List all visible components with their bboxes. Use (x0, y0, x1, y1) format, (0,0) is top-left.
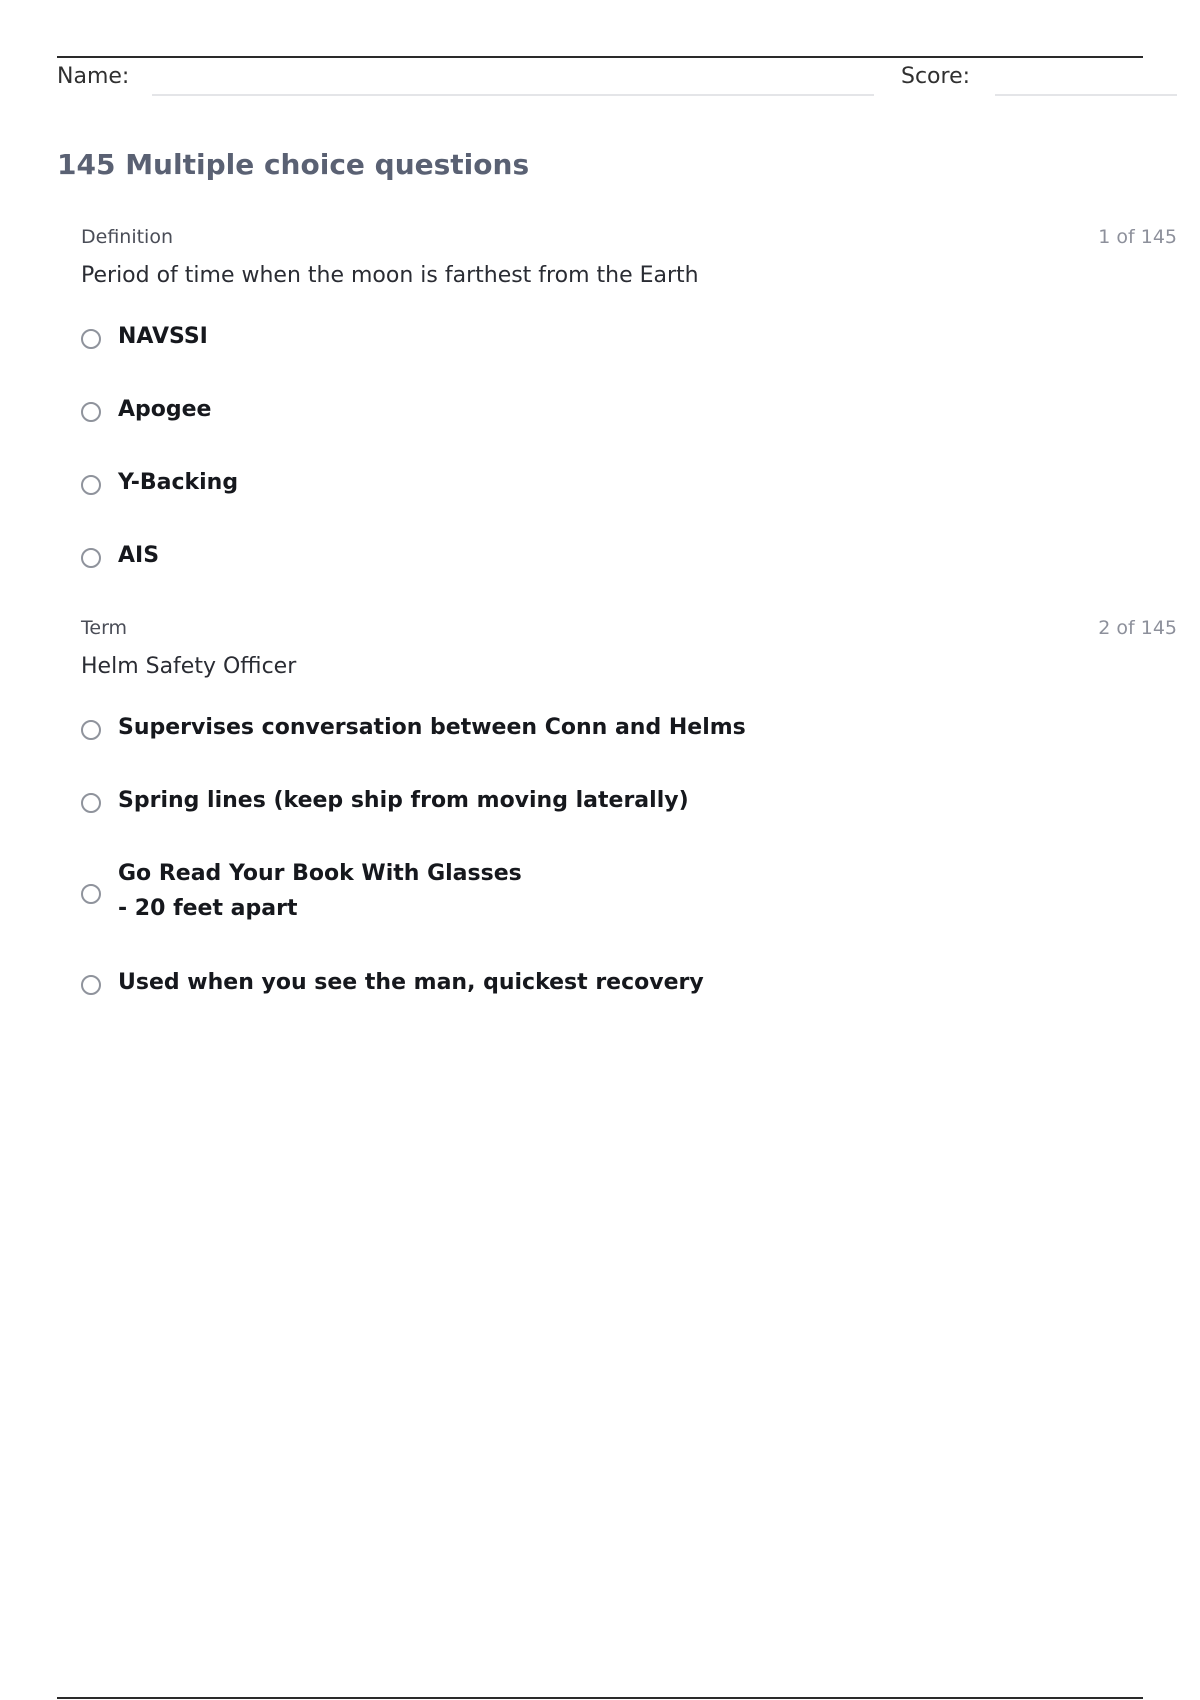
bottom-rule (57, 1697, 1143, 1699)
radio-button[interactable] (81, 548, 101, 568)
answer-option-label: NAVSSI (118, 324, 208, 349)
answer-option-label: Used when you see the man, quickest recovery (118, 970, 704, 995)
radio-button[interactable] (81, 475, 101, 495)
page-title: 145 Multiple choice questions (57, 148, 530, 181)
radio-button[interactable] (81, 720, 101, 740)
answer-option-label: AIS (118, 543, 160, 568)
radio-button[interactable] (81, 793, 101, 813)
question-type: Term (81, 617, 128, 639)
worksheet-header (57, 62, 1177, 102)
question-counter: 1 of 145 (1098, 226, 1177, 248)
answer-option-line-1: Go Read Your Book With Glasses (118, 861, 522, 886)
answer-option-label (118, 861, 522, 921)
question-prompt: Helm Safety Officer (81, 654, 297, 679)
name-field[interactable] (152, 94, 874, 96)
question-prompt: Period of time when the moon is farthest from the Earth (81, 263, 699, 288)
score-field[interactable] (995, 94, 1177, 96)
answer-option-line-2: - 20 feet apart (118, 896, 298, 921)
radio-button[interactable] (81, 329, 101, 349)
question-type: Definition (81, 226, 174, 248)
radio-button[interactable] (81, 402, 101, 422)
answer-option-label: Y-Backing (118, 470, 239, 495)
question-counter: 2 of 145 (1098, 617, 1177, 639)
answer-option-label: Apogee (118, 397, 212, 422)
answer-option-label: Spring lines (keep ship from moving laterally) (118, 788, 689, 813)
radio-button[interactable] (81, 884, 101, 904)
radio-button[interactable] (81, 975, 101, 995)
top-rule (57, 56, 1143, 58)
name-label: Name: (57, 64, 130, 89)
score-label: Score: (901, 64, 971, 89)
answer-option-label: Supervises conversation between Conn and Helms (118, 715, 746, 740)
